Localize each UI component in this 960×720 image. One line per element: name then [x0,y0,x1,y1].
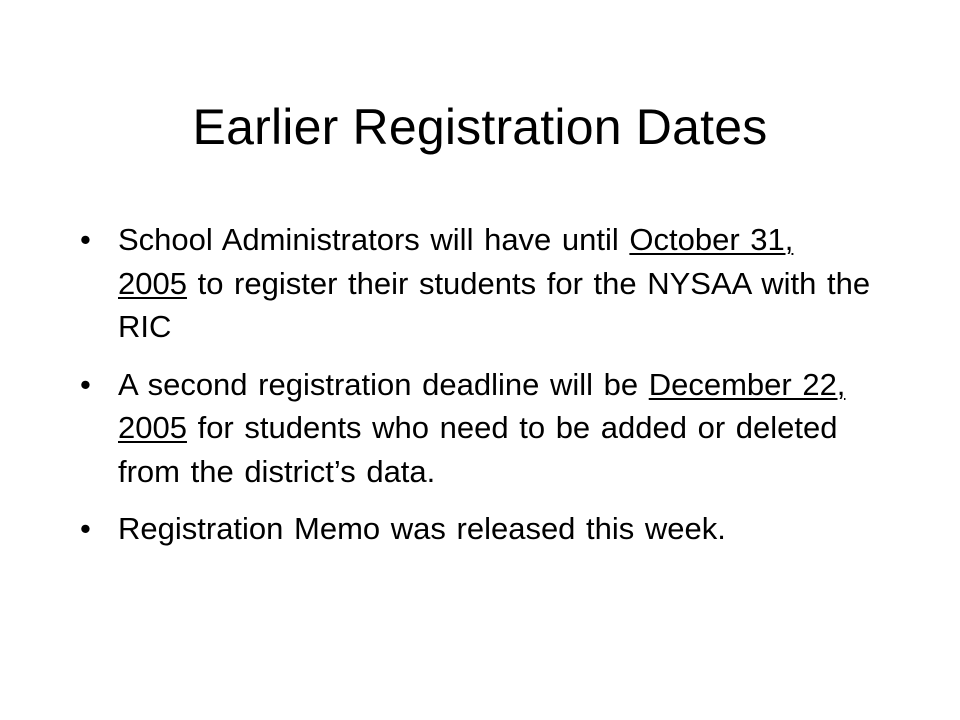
bullet-marker: • [80,366,91,402]
bullet-item-registration-memo [72,507,872,551]
bullet-item-second-deadline [72,363,872,494]
bullet-text-after: for students who need to be added or deleted from the district’s data. [118,410,838,489]
bullet-marker: • [80,222,91,257]
slide-title: Earlier Registration Dates [192,99,768,155]
bullet-list [72,218,872,565]
second-deadline-date-underlined: December 22, 2005 [118,366,846,445]
bullet-item-registration-deadline [72,218,872,349]
deadline-date-underlined: October 31, 2005 [118,222,794,301]
bullet-marker: • [80,511,91,546]
bullet-text-after: to register their students for the NYSAA with the RIC [118,265,871,344]
bullet-text-before: A second registration deadline will be [118,366,649,402]
bullet-text: Registration Memo was released this week. [118,511,726,546]
bullet-text-before: School Administrators will have until [118,222,630,257]
